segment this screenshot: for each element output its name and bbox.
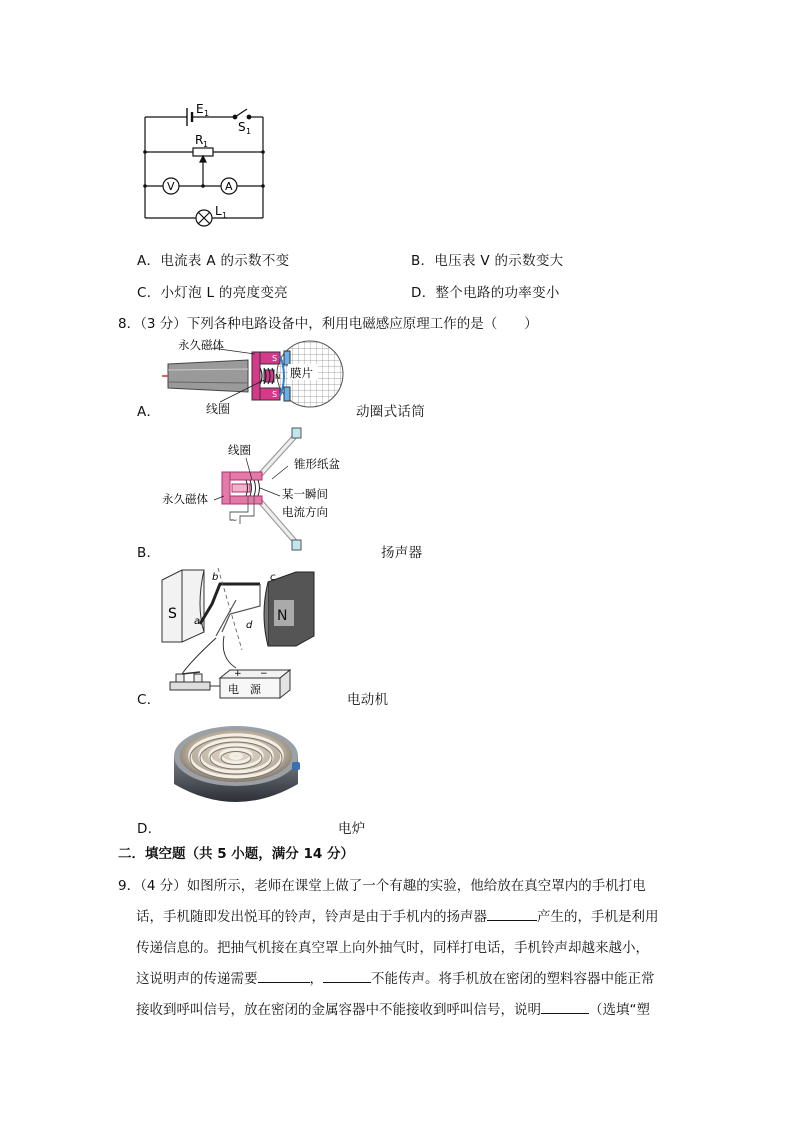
q9-blank-4[interactable] bbox=[541, 999, 589, 1014]
motor-plus-label: + bbox=[234, 669, 242, 679]
q8-option-d-caption: 电炉 bbox=[338, 821, 366, 837]
q9-line-5 bbox=[136, 998, 650, 1018]
lamp-label: L bbox=[215, 204, 222, 218]
q7-option-d[interactable]: D．整个电路的功率变小 bbox=[411, 285, 560, 301]
speaker-moment-label: 某一瞬间 bbox=[282, 487, 328, 501]
mic-magnet-label: 永久磁体 bbox=[178, 338, 224, 352]
q9-blank-1[interactable] bbox=[487, 906, 537, 921]
resistor-sub: 1 bbox=[203, 140, 209, 149]
q8-option-c-caption: 电动机 bbox=[347, 692, 389, 708]
q9-line-4 bbox=[136, 967, 655, 987]
mic-coil-label: 线圈 bbox=[206, 402, 231, 416]
motor-n-label: N bbox=[277, 608, 288, 624]
section-title: 二．填空题（共 5 小题，满分 14 分） bbox=[118, 846, 354, 862]
battery-sub: 1 bbox=[204, 109, 210, 118]
switch-label: S bbox=[238, 120, 246, 134]
q8-option-a-caption: 动圈式话筒 bbox=[356, 404, 425, 420]
switch-sub: 1 bbox=[246, 127, 252, 136]
speaker-coil-label: 线圈 bbox=[228, 443, 251, 457]
q9-line-2 bbox=[136, 905, 659, 925]
stove-picture bbox=[168, 712, 304, 820]
motor-minus-label: − bbox=[260, 669, 268, 679]
mic-s-bottom: S bbox=[272, 390, 278, 399]
ammeter-label: A bbox=[225, 180, 233, 193]
q8-option-b-caption: 扬声器 bbox=[381, 545, 423, 561]
membrane-label: 膜片 bbox=[290, 366, 313, 380]
q8-option-a-letter[interactable]: A． bbox=[137, 404, 161, 420]
speaker-magnet-label: 永久磁体 bbox=[162, 492, 208, 506]
q8-option-c-letter[interactable]: C． bbox=[137, 692, 161, 708]
speaker-cone-label: 锥形纸盆 bbox=[294, 457, 340, 471]
motor-diagram bbox=[160, 566, 340, 706]
motor-c-label: c bbox=[270, 572, 276, 583]
q8-stem: 8．（3 分）下列各种电路设备中，利用电磁感应原理工作的是（ ） bbox=[118, 316, 538, 332]
q9-line-2a: 话，手机随即发出悦耳的铃声，铃声是由于手机内的扬声器 bbox=[136, 909, 487, 925]
q7-option-c[interactable]: C．小灯泡 L 的亮度变亮 bbox=[137, 285, 288, 301]
voltmeter-label: V bbox=[167, 180, 175, 193]
motor-s-label: S bbox=[168, 606, 177, 622]
q7-option-a[interactable]: A．电流表 A 的示数不变 bbox=[137, 253, 290, 269]
q8-option-d-letter[interactable]: D． bbox=[137, 821, 162, 837]
mic-n: N bbox=[275, 373, 281, 381]
speaker-diagram bbox=[160, 424, 360, 554]
speaker-current-label: 电流方向 bbox=[282, 505, 328, 519]
q9-line-4a: 这说明声的传递需要 bbox=[136, 971, 258, 987]
motor-d-label: d bbox=[246, 620, 253, 631]
lamp-sub: 1 bbox=[222, 211, 228, 220]
q9-line-5b: （选填“塑 bbox=[589, 1002, 650, 1018]
resistor-label: R bbox=[195, 133, 204, 147]
q8-option-b-letter[interactable]: B． bbox=[137, 545, 161, 561]
mic-s-top: S bbox=[272, 354, 278, 363]
q9-line-2b: 产生的，手机是利用 bbox=[537, 909, 659, 925]
q9-blank-2[interactable] bbox=[258, 968, 310, 983]
q9-line-3: 传递信息的。把抽气机接在真空罩上向外抽气时，同样打电话，手机铃声却越来越小， bbox=[136, 940, 649, 956]
circuit-diagram bbox=[135, 95, 275, 230]
q9-line-4c: 不能传声。将手机放在密闭的塑料容器中能正常 bbox=[371, 971, 655, 987]
motor-b-label: b bbox=[212, 572, 219, 583]
svg-text:~: ~ bbox=[230, 516, 238, 526]
motor-power-label: 电 源 bbox=[228, 683, 261, 696]
q9-line-1: 9．（4 分）如图所示，老师在课堂上做了一个有趣的实验，他给放在真空罩内的手机打电 bbox=[118, 878, 646, 894]
q7-option-b[interactable]: B．电压表 V 的示数变大 bbox=[411, 253, 564, 269]
microphone-diagram bbox=[160, 336, 360, 422]
q9-blank-3[interactable] bbox=[323, 968, 371, 983]
motor-a-label: a bbox=[194, 616, 201, 627]
q9-line-5a: 接收到呼叫信号，放在密闭的金属容器中不能接收到呼叫信号，说明 bbox=[136, 1002, 541, 1018]
q9-line-4b: ， bbox=[309, 971, 323, 987]
battery-label: E bbox=[196, 102, 204, 116]
